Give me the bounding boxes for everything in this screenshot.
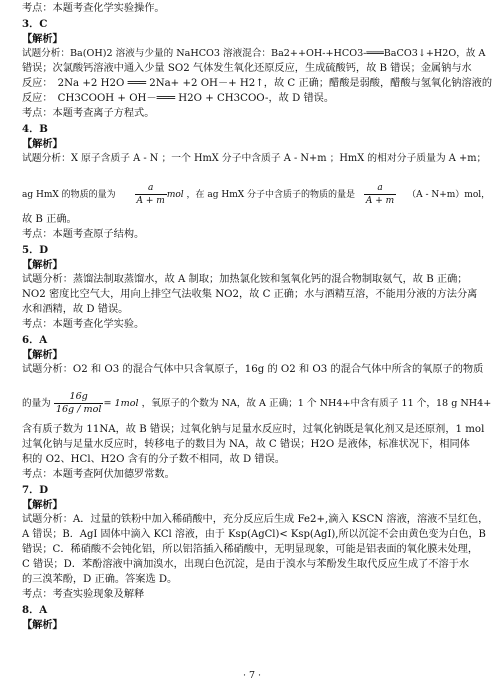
fraction-denominator: A + m xyxy=(136,196,165,206)
fraction-numerator: a xyxy=(147,183,154,193)
formula-tail-text: （A - N+m）mol， xyxy=(407,190,491,200)
text-line: 反应： CH3COOH + OH－═══ H2O + CH3COO-，故 D 错误。 xyxy=(22,93,335,104)
formula-lead-text: ag HmX 的物质的量为 xyxy=(22,190,116,200)
text-line: 反应： 2Na +2 H2O ═══ 2Na+ +2 OH－+ H2↑，故 C 正确；醋酸是弱酸，醋酸与氢氧化钠溶液的 xyxy=(22,78,493,89)
fraction-denominator: 16g / mol xyxy=(55,404,102,415)
text-line: NO2 密度比空气大，用向上排空气法收集 NO2，故 C 正确；水与酒精互溶，不能用分液的方法分离 xyxy=(22,289,478,300)
page-number: · 7 · xyxy=(242,670,262,681)
analysis-label: 【解析】 xyxy=(22,499,63,511)
analysis-label: 【解析】 xyxy=(22,138,63,150)
note-line: 考点：本题考查离子方程式。 xyxy=(22,108,155,119)
formula-lead-text: 的量为 xyxy=(22,398,51,409)
fraction-numerator: 16g xyxy=(69,391,88,402)
answer-heading: 3．C xyxy=(22,18,48,30)
note-line: 考点：本题考查化学实验操作。 xyxy=(22,3,165,14)
formula-result: = 1mol xyxy=(103,398,139,409)
analysis-label: 【解析】 xyxy=(22,619,63,631)
answer-heading: 7．D xyxy=(22,484,49,496)
fraction-16g-over-16g-per-mol xyxy=(54,391,104,416)
note-line: 考点：考查实验现象及解释 xyxy=(22,589,145,600)
text-line: 试题分析：Ba(OH)2 溶液与少量的 NaHCO3 溶液混合：Ba2++OH-+HCO3-═══BaCO3↓+H2O，故 A xyxy=(22,48,486,59)
text-line: 的三溴苯酚，D 正确。答案选 D。 xyxy=(22,574,178,585)
text-line-with-formula xyxy=(22,182,490,207)
note-line: 考点：本题考查化学实验。 xyxy=(22,319,145,330)
text-line: 试题分析：蒸馏法制取蒸馏水，故 A 制取；加热氯化铵和氢氧化钙的混合物制取氨气，故 B 正确； xyxy=(22,274,468,285)
formula-tail-text: ，氧原子的个数为 NA，故 A 正确；1 个 NH4+中含有质子 11 个，18 g NH4+ xyxy=(141,398,492,409)
text-line: 试题分析：O2 和 O3 的混合气体中只含氧原子，16g 的 O2 和 O3 的混合气体中所含的氧原子的物质 xyxy=(22,364,484,375)
text-line: 试题分析：X 原子含质子 A - N ；一个 HmX 分子中含质子 A - N+m ；HmX 的相对分子质量为 A +m； xyxy=(22,153,487,164)
analysis-label: 【解析】 xyxy=(22,33,63,45)
answer-heading: 6．A xyxy=(22,334,48,346)
analysis-label: 【解析】 xyxy=(22,259,63,271)
analysis-label: 【解析】 xyxy=(22,349,63,361)
note-line: 考点：本题考查阿伏加德罗常数。 xyxy=(22,469,175,480)
text-line: 过氧化钠与足量水反应时，转移电子的数目为 NA，故 C 错误；H2O 是液体，标准状况下，相同体 xyxy=(22,439,470,450)
fraction-a-over-a-plus-m xyxy=(364,182,396,207)
formula-mid-text: ，在 ag HmX 分子中含质子的物质的量是 xyxy=(186,190,356,200)
text-line: 错误；C．稀硝酸不会钝化铝，所以铝箔插入稀硝酸中，无明显现象，可能是铝表面的氧化膜未处理， xyxy=(22,544,479,555)
text-line: 错误；次氯酸钙溶液中通入少量 SO2 气体发生氧化还原反应，生成硫酸钙，故 B 错误；金属钠与水 xyxy=(22,63,472,74)
text-line: 积的 O2、HCl、H2O 含有的分子数不相同，故 D 错误。 xyxy=(22,454,285,465)
text-line: 含有质子数为 11NA，故 B 错误；过氧化钠与足量水反应时，过氧化钠既是氧化剂又是还原剂，1 mol xyxy=(22,424,485,435)
text-line: C 错误；D．苯酚溶液中滴加溴水，出现白色沉淀，是由于溴水与苯酚发生取代反应生成了不溶于水 xyxy=(22,559,470,570)
text-line: 故 B 正确。 xyxy=(22,214,77,225)
text-line: A 错误；B．AgI 固体中滴入 KCl 溶液，由于 Ksp(AgCl)< Ksp(AgI),所以沉淀不会由黄色变为白色，B xyxy=(22,529,486,540)
note-line: 考点：本题考查原子结构。 xyxy=(22,229,145,240)
text-line-with-formula xyxy=(22,391,491,416)
fraction-unit: mol xyxy=(166,190,184,200)
fraction-a-over-a-plus-m xyxy=(135,182,167,207)
answer-heading: 5．D xyxy=(22,244,49,256)
fraction-denominator: A + m xyxy=(365,196,395,206)
text-line: 试题分析：A．过量的铁粉中加入稀硝酸中，充分反应后生成 Fe2+,滴入 KSCN 溶液，溶液不呈红色， xyxy=(22,514,489,525)
answer-heading: 4．B xyxy=(22,123,48,135)
text-line: 水和酒精，故 D 错误。 xyxy=(22,304,129,315)
answer-heading: 8．A xyxy=(22,604,48,616)
fraction-numerator: a xyxy=(377,183,383,193)
